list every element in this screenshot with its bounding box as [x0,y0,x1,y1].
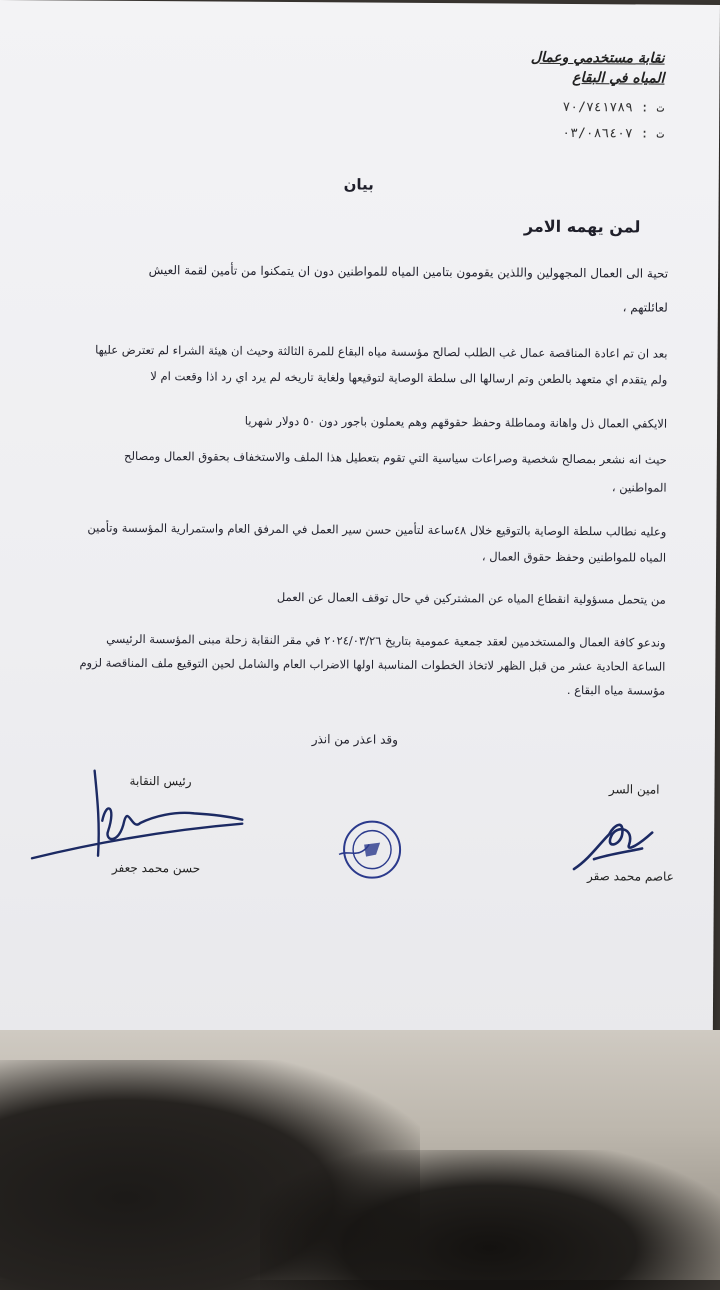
paragraph-line: الايكفي العمال ذل واهانة ومماطلة وحفظ حقوقهم وهم يعملون باجور دون ٥٠ دولار شهريا [244,413,668,431]
paragraph-1 [148,259,668,319]
paragraph-line: وعليه نطالب سلطة الوصاية بالتوقيع خلال ٤٨ساعة لتأمين حسن سير العمل في المرفق العام واستمرارية المؤسسة وتأمين [87,520,667,539]
paragraph-5 [87,517,666,569]
paragraph-line: من يتحمل مسؤولية انقطاع المياه عن المشتركين في حال توقف العمال عن العمل [276,589,666,607]
paragraph-line: لعائلتهم ، [622,300,668,315]
floor-shadow [260,1150,720,1290]
paragraph-line: ولم يتقدم اي متعهد بالطعن وتم ارسالها الى سلطة الوصاية لتوقيعها ولغاية تاريخه لم يرد اي رد اذا وقعت ام لا [150,369,668,387]
phone-2: ت : ٠٣/٠٨٦٤٠٧ [562,125,665,142]
union-stamp [334,814,404,884]
paragraph-line: حيث انه نشعر بمصالح شخصية وصراعات سياسية التي تقوم بتعطيل هذا الملف والاستخفاف بحقوق العمال ومصالح [124,448,667,467]
paragraph-line: بعد ان تم اعادة المناقصة عمال غب الطلب لصالح مؤسسة مياه البقاع للمرة الثالثة وحيث ان هيئة الشراء لم تعترض عليها [95,342,668,361]
phone-1: ت : ٧٠/٧٤١٧٨٩ [562,99,665,116]
paragraph-line: المواطنين ، [611,480,667,495]
paragraph-7 [79,628,665,702]
paragraph-4 [124,445,667,499]
org-name-line1: نقابة مستخدمي وعمال [530,49,665,67]
secretary-title: امين السر [608,782,660,797]
paragraph-2 [95,339,668,391]
paragraph-3 [245,410,667,435]
paragraph-line: المياه للمواطنين وحفظ حقوق العمال ، [481,549,667,565]
paragraph-line: تحية الى العمال المجهولين واللذين يقومون بتامين المياه للمواطنين دون ان يتمكنوا من تأمين لقمة العيش [148,263,669,281]
secretary-name: عاصم محمد صقر [586,869,674,884]
paragraph-line: الساعة الحادية عشر من قبل الظهر لاتخاذ الخطوات المناسبة اولها الاضراب العام والشامل لحين التوقيع ملف المناقصة لزوم [79,655,666,674]
recipient-line: لمن يهمه الامر [523,216,641,237]
closing-line: وقد اعذر من انذر [311,732,398,747]
president-signature [24,760,255,872]
paragraph-6 [277,586,666,611]
president-name: حسن محمد جعفر [111,860,201,876]
paragraph-line: مؤسسة مياه البقاع . [566,682,666,698]
president-title: رئيس النقابة [129,773,192,789]
org-name [531,48,665,89]
secretary-signature [564,804,665,885]
org-name-line2: المياه في البقاع [572,69,665,87]
paragraph-line: وندعو كافة العمال والمستخدمين لعقد جمعية عمومية بتاريخ ٢٠٢٤/٠٣/٢٦ في مقر النقابة زحلة مبنى المؤسسة الرئيسي [106,631,666,650]
document-title: بيان [343,175,374,194]
